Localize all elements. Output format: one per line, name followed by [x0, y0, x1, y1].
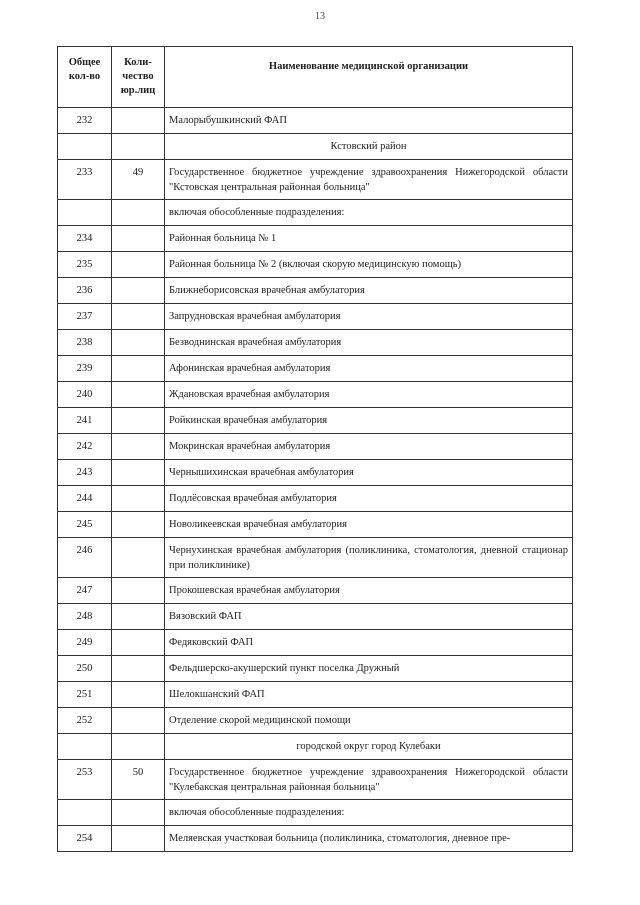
organization-name: Отделение скорой медицинской помощи: [165, 708, 573, 734]
row-number: 242: [58, 434, 112, 460]
row-number: 238: [58, 330, 112, 356]
section-row: [58, 134, 573, 160]
row-number: 237: [58, 304, 112, 330]
organization-name: Мокринская врачебная амбулатория: [165, 434, 573, 460]
organization-name: Федяковский ФАП: [165, 630, 573, 656]
section-title: городской округ город Кулебаки: [165, 734, 573, 760]
organization-name: Ройкинская врачебная амбулатория: [165, 408, 573, 434]
row-number: 233: [58, 160, 112, 200]
row-legal-entities: [112, 278, 165, 304]
row-legal-entities: [112, 460, 165, 486]
row-legal-entities: 50: [112, 760, 165, 800]
table-row: [58, 512, 573, 538]
organization-name: Афонинская врачебная амбулатория: [165, 356, 573, 382]
table-row: [58, 278, 573, 304]
row-legal-entities: [112, 200, 165, 226]
table-row: [58, 356, 573, 382]
table-row: [58, 330, 573, 356]
row-legal-entities: [112, 434, 165, 460]
organization-name: Меляевская участковая больница (поликлиника, стоматология, дневное пре-: [165, 826, 573, 852]
table-row: [58, 578, 573, 604]
row-legal-entities: [112, 682, 165, 708]
row-number: 239: [58, 356, 112, 382]
row-number: 232: [58, 108, 112, 134]
organization-name: включая обособленные подразделения:: [165, 200, 573, 226]
row-legal-entities: [112, 108, 165, 134]
header-legal-entities-count: Коли- чество юр.лиц: [112, 47, 165, 108]
row-number: 251: [58, 682, 112, 708]
row-number: 249: [58, 630, 112, 656]
row-number: 243: [58, 460, 112, 486]
row-number: [58, 734, 112, 760]
table-row: [58, 656, 573, 682]
row-number: [58, 800, 112, 826]
organization-name: Чернухинская врачебная амбулатория (поликлиника, стоматология, дневной стационар при поликлинике): [165, 538, 573, 578]
section-title: Кстовский район: [165, 134, 573, 160]
row-legal-entities: [112, 486, 165, 512]
row-legal-entities: [112, 134, 165, 160]
row-legal-entities: [112, 656, 165, 682]
organization-name: Фельдшерско-акушерский пункт поселка Дружный: [165, 656, 573, 682]
table-row: [58, 826, 573, 852]
header-total-count: Общее кол-во: [58, 47, 112, 108]
row-number: 241: [58, 408, 112, 434]
row-number: 246: [58, 538, 112, 578]
row-legal-entities: [112, 382, 165, 408]
row-number: 254: [58, 826, 112, 852]
organization-name: Районная больница № 1: [165, 226, 573, 252]
table-row: [58, 604, 573, 630]
organization-name: Подлёсовская врачебная амбулатория: [165, 486, 573, 512]
header-organization-name: Наименование медицинской организации: [165, 47, 573, 108]
row-number: 240: [58, 382, 112, 408]
table-row: [58, 800, 573, 826]
organization-name: Шелокшанский ФАП: [165, 682, 573, 708]
organization-name: Районная больница № 2 (включая скорую медицинскую помощь): [165, 252, 573, 278]
organization-name: Малорыбушкинский ФАП: [165, 108, 573, 134]
row-number: 236: [58, 278, 112, 304]
row-legal-entities: [112, 826, 165, 852]
row-legal-entities: [112, 356, 165, 382]
row-legal-entities: [112, 226, 165, 252]
organization-name: Государственное бюджетное учреждение здравоохранения Нижегородской области "Кстовская центральная районная больница": [165, 160, 573, 200]
table-row: [58, 460, 573, 486]
page-number: 13: [315, 11, 325, 22]
organization-name: Безводнинская врачебная амбулатория: [165, 330, 573, 356]
section-row: [58, 734, 573, 760]
row-number: 245: [58, 512, 112, 538]
row-legal-entities: [112, 304, 165, 330]
row-number: 235: [58, 252, 112, 278]
organization-name: Ближнеборисовская врачебная амбулатория: [165, 278, 573, 304]
row-number: 247: [58, 578, 112, 604]
medical-organizations-table: [57, 46, 573, 852]
table-header-row: [58, 47, 573, 108]
table-row: [58, 226, 573, 252]
row-number: 244: [58, 486, 112, 512]
table-row: [58, 630, 573, 656]
organization-name: Чернышихинская врачебная амбулатория: [165, 460, 573, 486]
row-number: [58, 200, 112, 226]
organization-name: Государственное бюджетное учреждение здравоохранения Нижегородской области "Кулебакская центральная районная больница": [165, 760, 573, 800]
table-row: [58, 760, 573, 800]
row-number: 253: [58, 760, 112, 800]
row-legal-entities: [112, 800, 165, 826]
row-number: [58, 134, 112, 160]
table-row: [58, 708, 573, 734]
row-legal-entities: [112, 512, 165, 538]
row-legal-entities: [112, 252, 165, 278]
row-legal-entities: [112, 538, 165, 578]
table-row: [58, 252, 573, 278]
row-number: 248: [58, 604, 112, 630]
row-number: 234: [58, 226, 112, 252]
organization-name: Прокошевская врачебная амбулатория: [165, 578, 573, 604]
organization-name: Новоликеевская врачебная амбулатория: [165, 512, 573, 538]
row-legal-entities: [112, 630, 165, 656]
row-legal-entities: 49: [112, 160, 165, 200]
table-row: [58, 682, 573, 708]
row-legal-entities: [112, 604, 165, 630]
organization-name: включая обособленные подразделения:: [165, 800, 573, 826]
table-row: [58, 538, 573, 578]
row-legal-entities: [112, 578, 165, 604]
table-row: [58, 160, 573, 200]
row-number: 250: [58, 656, 112, 682]
table-row: [58, 200, 573, 226]
table-row: [58, 108, 573, 134]
row-number: 252: [58, 708, 112, 734]
row-legal-entities: [112, 408, 165, 434]
table-row: [58, 408, 573, 434]
table-row: [58, 382, 573, 408]
table-row: [58, 304, 573, 330]
row-legal-entities: [112, 734, 165, 760]
table-row: [58, 434, 573, 460]
organization-name: Запрудновская врачебная амбулатория: [165, 304, 573, 330]
row-legal-entities: [112, 708, 165, 734]
organization-name: Вязовский ФАП: [165, 604, 573, 630]
organization-name: Ждановская врачебная амбулатория: [165, 382, 573, 408]
table-row: [58, 486, 573, 512]
row-legal-entities: [112, 330, 165, 356]
